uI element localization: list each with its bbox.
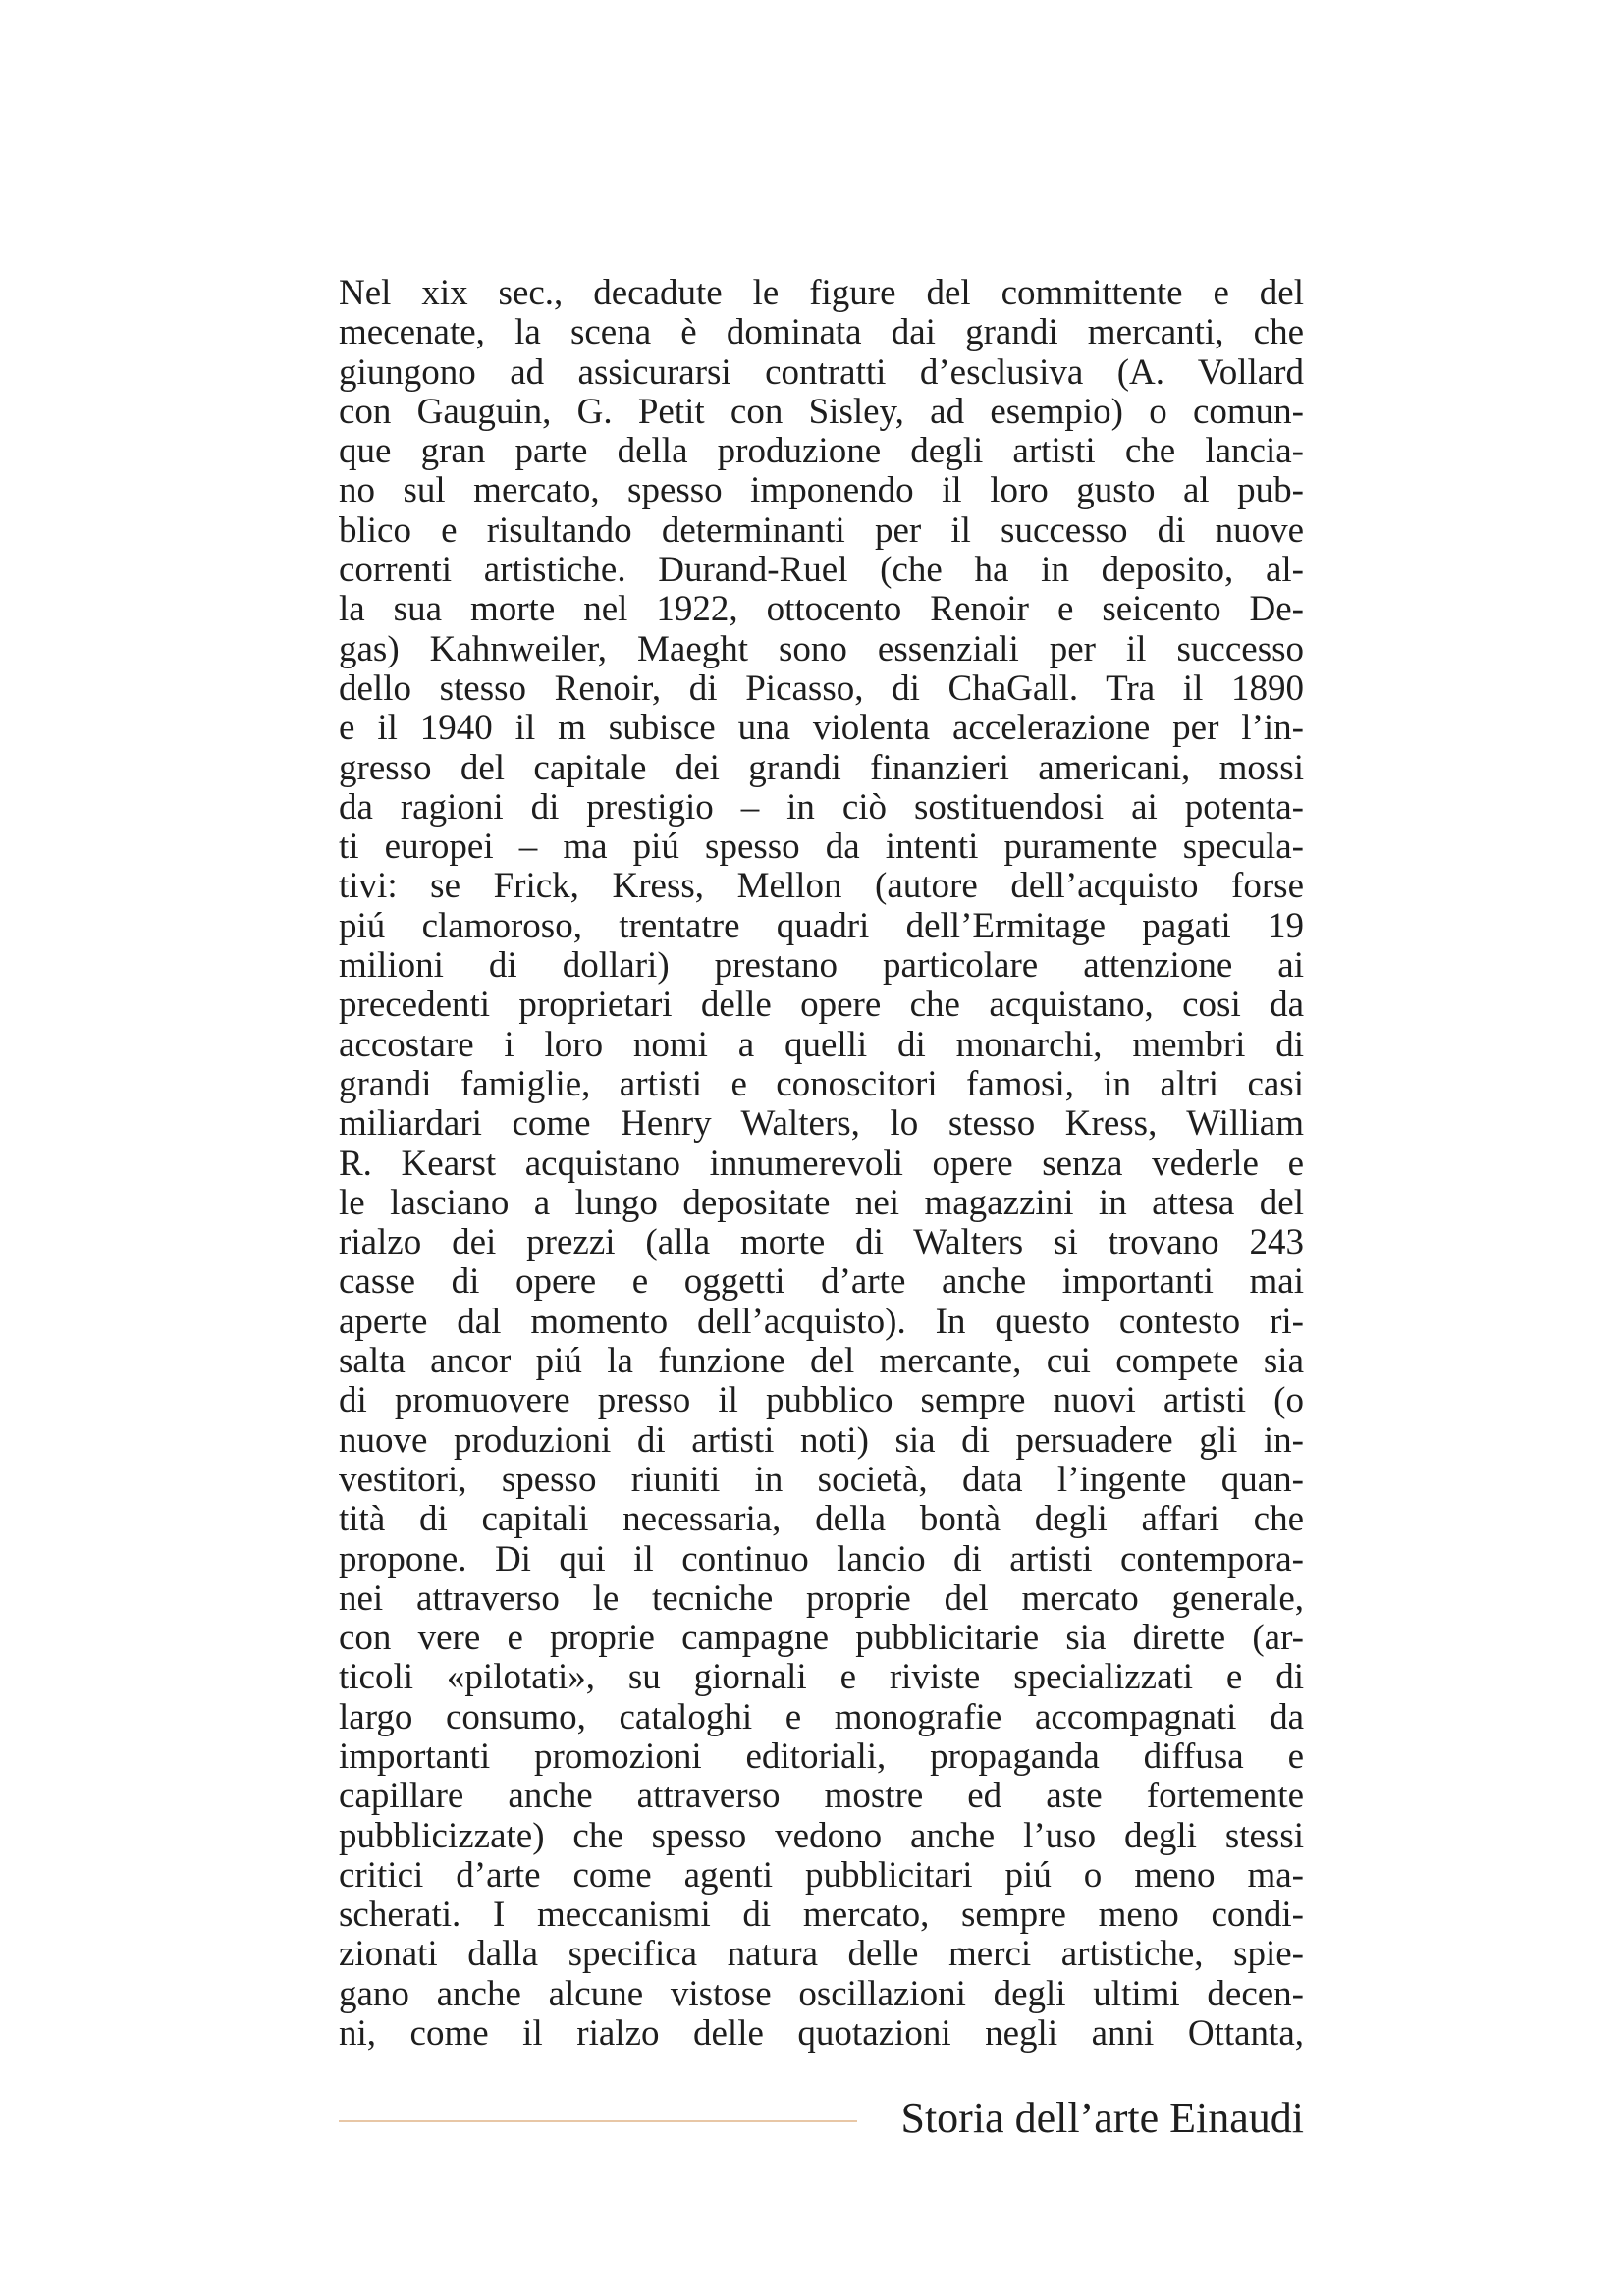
body-text-line: Nel xix sec., decadute le figure del committente e del	[339, 273, 1304, 313]
body-text-line: con vere e proprie campagne pubblicitarie sia dirette (ar-	[339, 1618, 1304, 1659]
body-text-line: giungono ad assicurarsi contratti d’esclusiva (A. Vollard	[339, 351, 1304, 393]
body-text-line: ti europei – ma piú spesso da intenti puramente specula-	[339, 827, 1304, 868]
body-text	[339, 274, 1304, 2054]
body-text-line: con Gauguin, G. Petit con Sisley, ad esempio) o comun-	[339, 391, 1304, 432]
body-text-line: ticoli «pilotati», su giornali e riviste specializzati e di	[339, 1657, 1304, 1698]
body-text-line: di promuovere presso il pubblico sempre nuovi artisti (o	[339, 1380, 1304, 1421]
body-text-line: aperte dal momento dell’acquisto). In questo contesto ri-	[339, 1301, 1304, 1342]
body-text-line: gano anche alcune vistose oscillazioni degli ultimi decen-	[339, 1973, 1304, 2014]
body-text-line: gas) Kahnweiler, Maeght sono essenziali per il successo	[339, 628, 1304, 669]
body-text-line: R. Kearst acquistano innumerevoli opere senza vederle e	[339, 1143, 1304, 1184]
body-text-line: piú clamoroso, trentatre quadri dell’Ermitage pagati 19	[339, 905, 1304, 946]
body-text-line: zionati dalla specifica natura delle merci artistiche, spie-	[339, 1934, 1304, 1975]
body-text-line: critici d’arte come agenti pubblicitari piú o meno ma-	[339, 1854, 1304, 1896]
page-footer	[339, 2091, 1304, 2150]
body-text-line: capillare anche attraverso mostre ed aste fortemente	[339, 1776, 1304, 1817]
body-text-line: rialzo dei prezzi (alla morte di Walters si trovano 243	[339, 1222, 1304, 1263]
body-text-line: importanti promozioni editoriali, propaganda diffusa e	[339, 1735, 1304, 1777]
body-text-line: tità di capitali necessaria, della bontà degli affari che	[339, 1499, 1304, 1540]
body-text-line: la sua morte nel 1922, ottocento Renoir e seicento De-	[339, 589, 1304, 630]
body-text-line: casse di opere e oggetti d’arte anche importanti mai	[339, 1261, 1304, 1303]
body-text-line: propone. Di qui il continuo lancio di artisti contempora-	[339, 1538, 1304, 1579]
body-text-line: ni, come il rialzo delle quotazioni negli anni Ottanta,	[339, 2013, 1304, 2055]
body-text-line: salta ancor piú la funzione del mercante, cui compete sia	[339, 1341, 1304, 1382]
body-text-line: dello stesso Renoir, di Picasso, di ChaGall. Tra il 1890	[339, 667, 1304, 709]
body-text-line: e il 1940 il m subisce una violenta accelerazione per l’in-	[339, 708, 1304, 749]
body-text-line: da ragioni di prestigio – in ciò sostituendosi ai potenta-	[339, 786, 1304, 828]
body-text-line: le lasciano a lungo depositate nei magazzini in attesa del	[339, 1182, 1304, 1223]
body-text-line: pubblicizzate) che spesso vedono anche l’uso degli stessi	[339, 1815, 1304, 1856]
body-text-line: nuove produzioni di artisti noti) sia di persuadere gli in-	[339, 1419, 1304, 1461]
body-text-line: mecenate, la scena è dominata dai grandi mercanti, che	[339, 312, 1304, 353]
body-text-line: tivi: se Frick, Kress, Mellon (autore dell’acquisto forse	[339, 866, 1304, 907]
body-text-line: nei attraverso le tecniche proprie del mercato generale,	[339, 1577, 1304, 1619]
body-text-line: scherati. I meccanismi di mercato, sempre meno condi-	[339, 1895, 1304, 1936]
footer-publication-title: Storia dell’arte Einaudi	[900, 2094, 1304, 2142]
body-text-line: vestitori, spesso riuniti in società, data l’ingente quan-	[339, 1459, 1304, 1500]
body-text-line: accostare i loro nomi a quelli di monarchi, membri di	[339, 1024, 1304, 1065]
body-text-line: que gran parte della produzione degli artisti che lancia-	[339, 431, 1304, 472]
body-text-line: blico e risultando determinanti per il successo di nuove	[339, 509, 1304, 551]
body-text-line: no sul mercato, spesso imponendo il loro gusto al pub-	[339, 470, 1304, 511]
body-text-line: miliardari come Henry Walters, lo stesso Kress, William	[339, 1103, 1304, 1145]
body-text-line: gresso del capitale dei grandi finanzieri americani, mossi	[339, 747, 1304, 788]
body-text-line: correnti artistiche. Durand-Ruel (che ha in deposito, al-	[339, 550, 1304, 591]
body-text-line: grandi famiglie, artisti e conoscitori famosi, in altri casi	[339, 1063, 1304, 1104]
footer-rule	[339, 2120, 857, 2122]
body-text-line: largo consumo, cataloghi e monografie accompagnati da	[339, 1696, 1304, 1737]
body-text-line: milioni di dollari) prestano particolare attenzione ai	[339, 945, 1304, 987]
body-text-line: precedenti proprietari delle opere che acquistano, cosi da	[339, 985, 1304, 1026]
